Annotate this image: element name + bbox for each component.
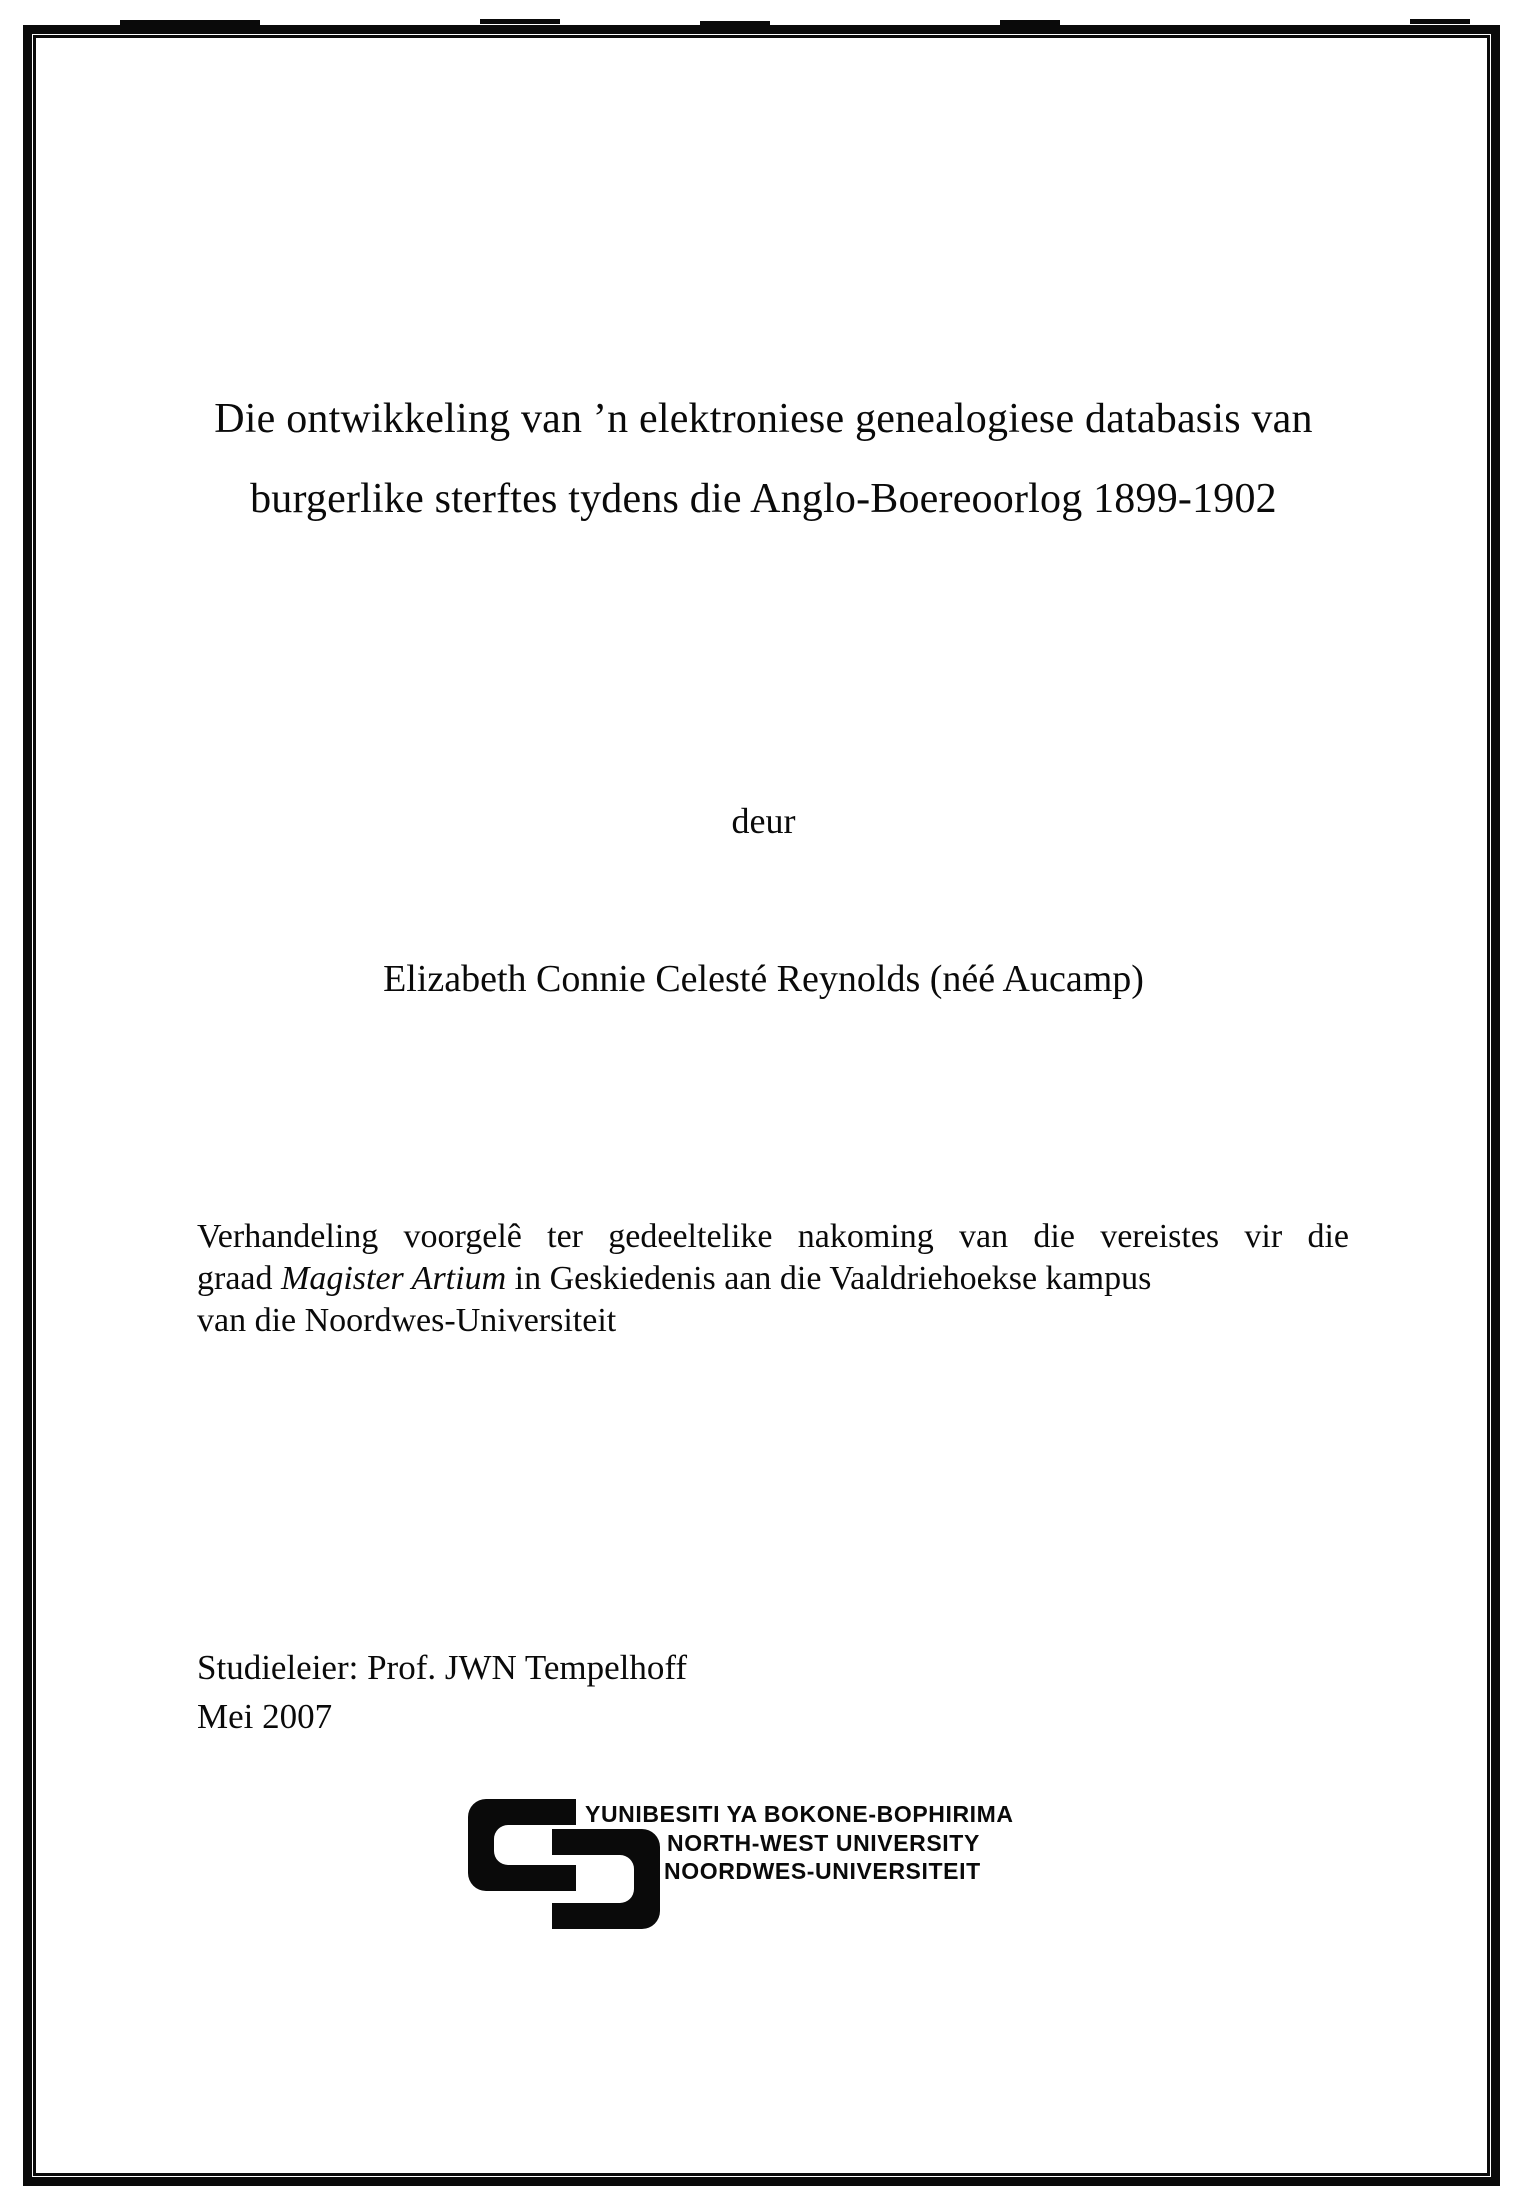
thesis-title [60,379,1467,539]
declaration-line-3: van die Noordwes-Universiteit [197,1302,617,1339]
byline-label: deur [731,801,796,841]
logo-text-line-1: YUNIBESITI YA BOKONE-BOPHIRIMA [585,1801,1014,1827]
declaration-paragraph [197,1216,1349,1342]
date-line: Mei 2007 [197,1697,333,1736]
thesis-title-line-1: Die ontwikkeling van ’n elektroniese genealogiese databasis van [214,396,1313,442]
declaration-line-2-post: in Geskiedenis aan die Vaaldriehoekse kampus [506,1260,1152,1297]
logo-text-line-2: NORTH-WEST UNIVERSITY [667,1830,980,1856]
degree-name-italic: Magister Artium [281,1260,507,1297]
thesis-title-line-2: burgerlike sterftes tydens die Anglo-Boereoorlog 1899-1902 [250,476,1277,522]
university-logo [468,1799,1168,1939]
logo-text-line-3: NOORDWES-UNIVERSITEIT [664,1858,981,1884]
scan-artifact [1410,19,1470,24]
declaration-line-2-pre: graad [197,1260,282,1297]
supervisor-block [197,1643,687,1741]
declaration-line-1: Verhandeling voorgelê ter gedeeltelike nakoming van die vereistes vir die [197,1218,1349,1255]
declaration-line-2 [197,1258,1349,1300]
supervisor-line: Studieleier: Prof. JWN Tempelhoff [197,1648,688,1687]
scan-artifact [480,19,560,24]
author-name: Elizabeth Connie Celesté Reynolds (néé Aucamp) [383,958,1144,1000]
